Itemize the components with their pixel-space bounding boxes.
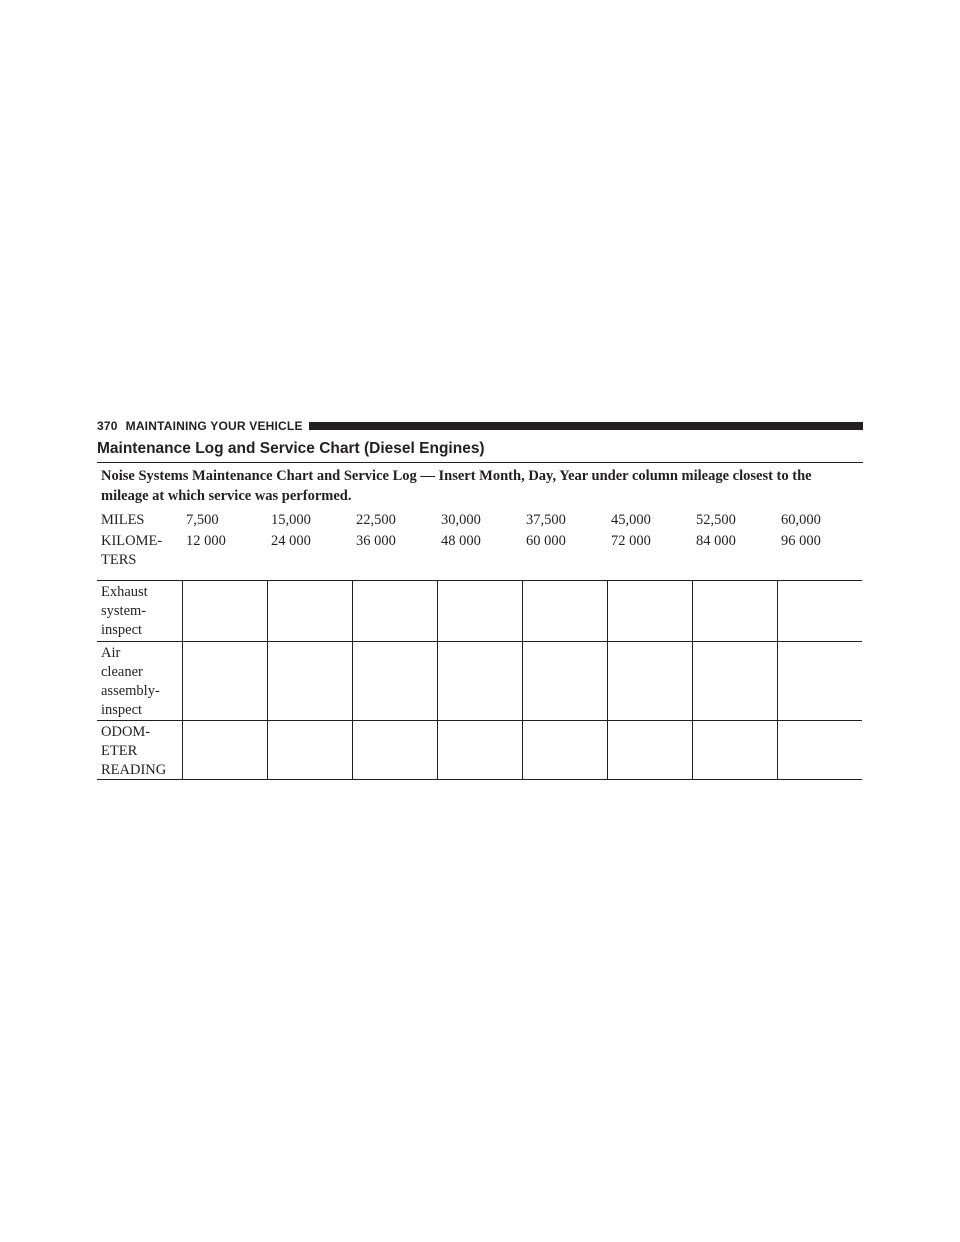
miles-value: 30,000 [441,512,481,528]
page-number: 370 [97,419,118,433]
service-cell [182,641,267,720]
service-cell [352,720,437,780]
service-log-table [97,462,863,780]
service-cell [437,580,522,641]
service-cell [182,580,267,641]
service-cell [352,580,437,641]
page-header [97,418,863,434]
kilometers-value: 36 000 [356,533,396,549]
service-cell [522,641,607,720]
kilometers-value: 84 000 [696,533,736,549]
service-cell [777,580,862,641]
service-cell [267,720,352,780]
service-cell [692,580,777,641]
service-cell [522,720,607,780]
row-label-odometer: ODOM- ETER READING [97,720,182,780]
table-caption: Noise Systems Maintenance Chart and Service Log — Insert Month, Day, Year under column mileage closest to the mileage at which service was performed. [97,462,863,508]
kilometers-value: 48 000 [441,533,481,549]
service-cell [352,641,437,720]
kilometers-value: 12 000 [186,533,226,549]
service-cell [437,720,522,780]
service-cell [692,720,777,780]
row-label-air-cleaner: Air cleaner assembly- inspect [97,641,182,720]
table-grid [97,508,863,780]
miles-value: 15,000 [271,512,311,528]
kilometers-value: 60 000 [526,533,566,549]
service-cell [777,720,862,780]
service-cell [522,580,607,641]
service-cell [437,641,522,720]
row-label-exhaust: Exhaust system- inspect [97,580,182,641]
miles-value: 37,500 [526,512,566,528]
miles-value: 7,500 [186,512,219,528]
header-rule [309,422,863,430]
service-cell [267,641,352,720]
service-cell [692,641,777,720]
miles-value: 60,000 [781,512,821,528]
kilometers-value: 72 000 [611,533,651,549]
miles-value: 45,000 [611,512,651,528]
service-cell [607,580,692,641]
service-cell [182,720,267,780]
section-title: MAINTAINING YOUR VEHICLE [125,419,303,433]
miles-value: 52,500 [696,512,736,528]
service-cell [607,641,692,720]
service-cell [607,720,692,780]
service-cell [777,641,862,720]
miles-value: 22,500 [356,512,396,528]
miles-label: MILES [101,512,145,528]
kilometers-value: 96 000 [781,533,821,549]
kilometers-label: KILOME- TERS [101,533,163,568]
service-cell [267,580,352,641]
page-title: Maintenance Log and Service Chart (Diesel Engines) [97,440,485,457]
kilometers-value: 24 000 [271,533,311,549]
